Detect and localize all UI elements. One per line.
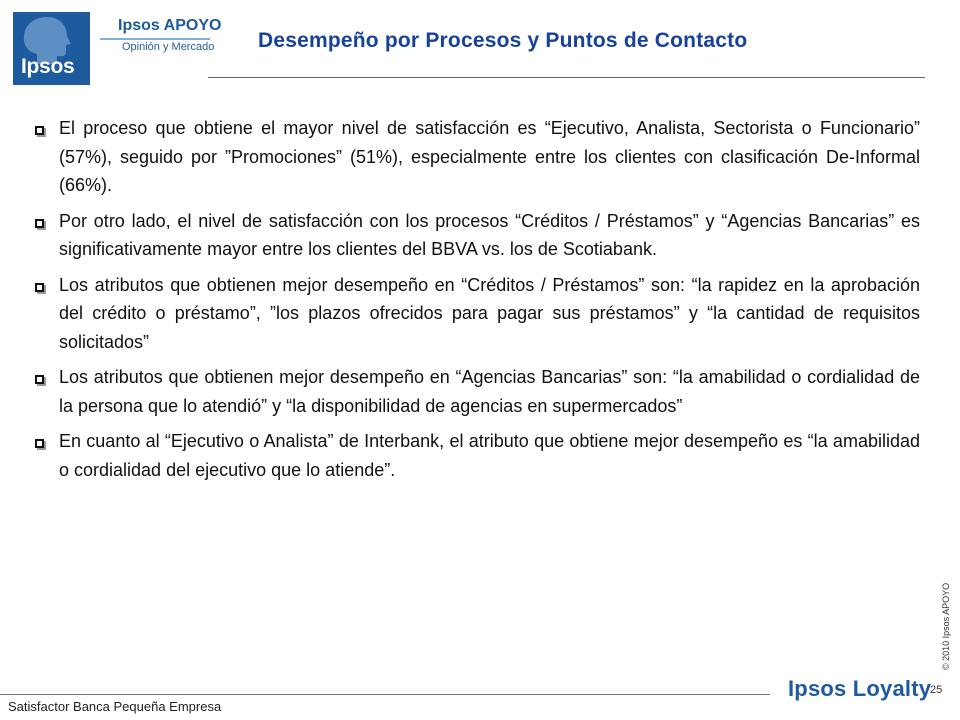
bullet-text: Los atributos que obtienen mejor desempeño en “Agencias Bancarias” son: “la amabilidad o cordialidad de la persona que lo atendió” y “la disponibilidad de agencias en supermercados”	[59, 367, 920, 416]
checkbox-bullet-icon	[35, 126, 44, 135]
footer-study-name: Satisfactor Banca Pequeña Empresa	[8, 699, 222, 714]
ipsos-logo	[13, 12, 90, 85]
checkbox-bullet-icon	[35, 283, 44, 292]
checkbox-bullet-icon	[35, 439, 44, 448]
footer-divider	[0, 694, 770, 695]
bullet-text: El proceso que obtiene el mayor nivel de satisfacción es “Ejecutivo, Analista, Sectorista o Funcionario” (57%), seguido por ”Promociones” (51%), especialmente entre los clientes con clasificación De-Informal (66%).	[59, 118, 920, 195]
page-title: Desempeño por Procesos y Puntos de Contacto	[258, 29, 748, 52]
title-divider	[208, 77, 925, 78]
bullet-item	[35, 427, 920, 484]
copyright-text: © 2010 Ipsos APOYO	[941, 582, 951, 670]
bullet-item	[35, 271, 920, 357]
bullet-item	[35, 363, 920, 420]
bullet-text: Los atributos que obtienen mejor desempeño en “Créditos / Préstamos” son: “la rapidez en la aprobación del crédito o préstamo”, ”los plazos ofrecidos para pagar sus préstamos” y “la cantidad de requisitos solicitados”	[59, 274, 920, 352]
ipsos-loyalty-logo: Ipsos Loyalty	[788, 676, 932, 701]
checkbox-bullet-icon	[35, 375, 44, 384]
checkbox-bullet-icon	[35, 219, 44, 228]
brand-tagline: Opinión y Mercado	[122, 41, 215, 53]
copyright-note	[940, 582, 952, 670]
logo-text: Ipsos	[21, 55, 75, 78]
bullet-text: En cuanto al “Ejecutivo o Analista” de Interbank, el atributo que obtiene mejor desempeño es “la amabilidad o cordialidad del ejecutivo que lo atiende”.	[59, 431, 920, 480]
page-number: 25	[930, 684, 943, 696]
bullet-list	[35, 114, 920, 491]
bullet-item	[35, 207, 920, 264]
brand-underline	[100, 38, 210, 40]
bullet-item	[35, 114, 920, 200]
bullet-text: Por otro lado, el nivel de satisfacción con los procesos “Créditos / Préstamos” y “Agencias Bancarias” es significativamente mayor entre los clientes del BBVA vs. los de Scotiabank.	[59, 210, 920, 259]
ipsos-apoyo-brand: Ipsos APOYO	[118, 17, 222, 34]
